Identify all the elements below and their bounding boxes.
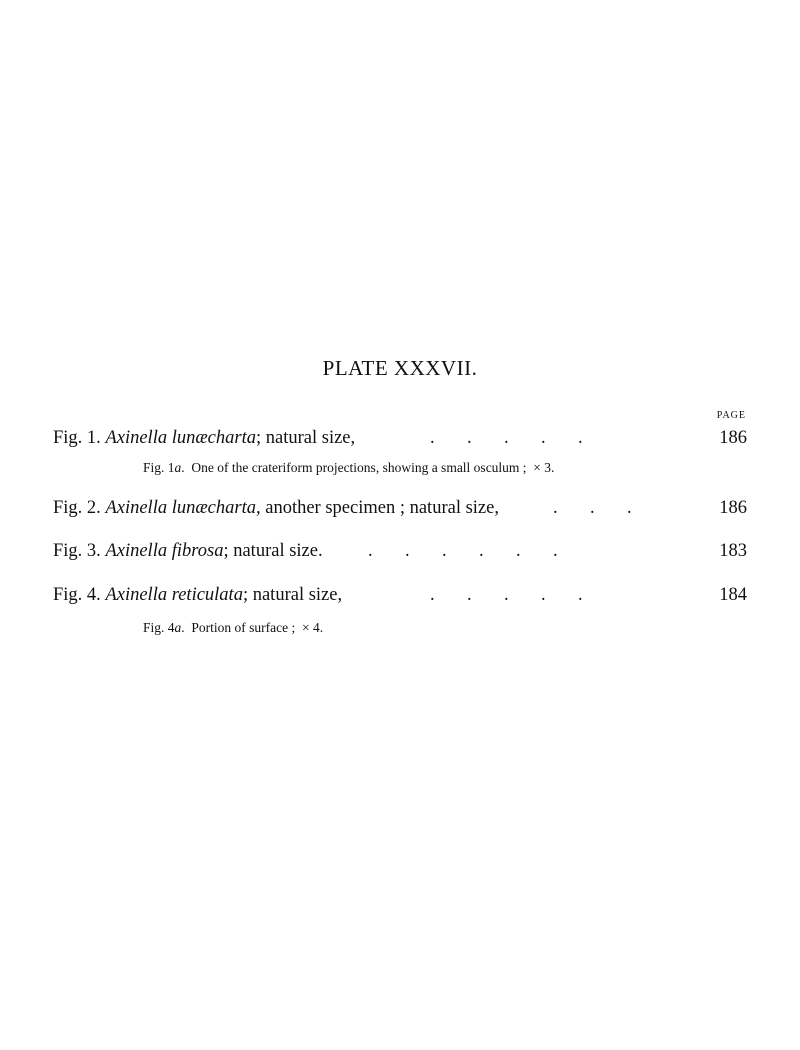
leader-dots: . . . . . . xyxy=(368,541,558,561)
subfigure-description: . Portion of surface ; × 4. xyxy=(181,620,324,635)
entry-label xyxy=(53,428,355,449)
subfigure-entry-1a xyxy=(143,460,554,476)
figure-entry-2 xyxy=(53,498,747,524)
entry-description: ; natural size, xyxy=(256,428,356,448)
subfigure-number: Fig. 1a xyxy=(143,460,182,475)
leader-dots: . . . xyxy=(553,498,632,518)
page-number: 186 xyxy=(719,498,747,518)
subfigure-number: Fig. 4a xyxy=(143,620,182,635)
leader-dots: . . . . . xyxy=(430,428,583,448)
species-name: Axinella lunæcharta, xyxy=(105,498,261,518)
entry-description: ; natural size. xyxy=(223,541,323,561)
subfigure-entry-4a xyxy=(143,620,323,636)
entry-label xyxy=(53,541,323,562)
entry-description: another specimen ; natural size, xyxy=(260,498,499,518)
entry-label xyxy=(53,585,342,606)
page-number: 183 xyxy=(719,541,747,561)
leader-dots: . . . . . xyxy=(430,585,583,605)
figure-entry-1 xyxy=(53,428,747,454)
page-number: 186 xyxy=(719,428,747,448)
subfigure-description: . One of the crateriform projections, showing a small osculum ; × 3. xyxy=(181,460,555,475)
figure-number: Fig. 2. xyxy=(53,498,101,518)
figure-number: Fig. 4. xyxy=(53,585,101,605)
entry-description: ; natural size, xyxy=(242,585,343,605)
figure-number: Fig. 3. xyxy=(53,541,101,561)
figure-entry-3 xyxy=(53,541,747,567)
page-number: 184 xyxy=(719,585,747,605)
species-name: Axinella reticulata xyxy=(105,585,243,605)
plate-title: PLATE XXXVII. xyxy=(322,356,478,380)
entry-label xyxy=(53,498,499,519)
figure-number: Fig. 1. xyxy=(53,428,101,448)
species-name: Axinella fibrosa xyxy=(105,541,224,561)
species-name: Axinella lunæcharta xyxy=(105,428,256,448)
page-column-header: PAGE xyxy=(716,410,746,421)
figure-entry-4 xyxy=(53,585,747,611)
